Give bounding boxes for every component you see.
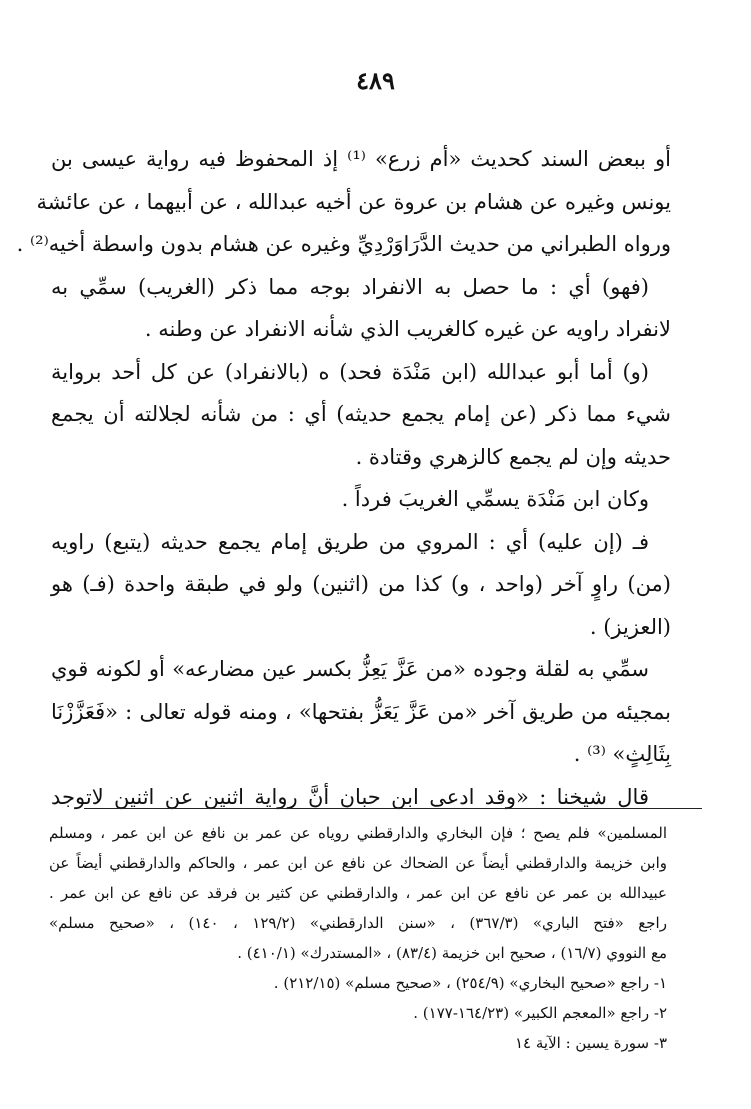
main-text-line: يونس وغيره عن هشام بن عروة عن أخيه عبدالله ، عن أبيهما ، عن عائشة — [36, 189, 671, 214]
footnote-line: المسلمين» فلم يصح ؛ فإن البخاري والدارقطني روياه عن عمر بن نافع عن ابن عمر ، ومسلم — [49, 824, 667, 842]
main-text-line: فـ (إن عليه) أي : المروي من طريق إمام يجمع حديثه (يتبع) راويه — [51, 529, 649, 554]
main-text-line: لانفراد راويه عن غيره كالغريب الذي شأنه الانفراد عن وطنه . — [144, 317, 671, 341]
footnote-line: وابن خزيمة والدارقطني أيضاً عن الضحاك عن نافع عن ابن عمر ، والحاكم والدارقطني أيضاً عن — [49, 854, 667, 872]
main-text-line: (فهو) أي : ما حصل به الانفراد بوجه مما ذكر (الغريب) سمِّي به — [51, 274, 649, 299]
main-text-line: بِثَالِثٍ» ⁽³⁾ . — [573, 742, 671, 766]
footnote-line: مع النووي (١٦/٧) ، صحيح ابن خزيمة (٨٣/٤) ، «المستدرك» (٤١٠/١) . — [237, 944, 667, 962]
page-number: ٤٨٩ — [356, 66, 395, 95]
main-text-line: بمجيئه من طريق آخر «من عَزَّ يَعَزُّ بفتحها» ، ومنه قوله تعالى : «فَعَزَّزْنَا — [51, 699, 671, 724]
footnote-line: ٢- راجع «المعجم الكبير» (١٦٤/٢٣-١٧٧) . — [413, 1004, 667, 1022]
main-text-line: أو ببعض السند كحديث «أم زرع» ⁽¹⁾ إذ المحفوظ فيه رواية عيسى بن — [51, 147, 671, 171]
footnote-line: عبيدالله بن عمر عن نافع عن ابن عمر ، والدارقطني عن كثير بن فرقد عن نافع عن ابن عمر . — [49, 884, 667, 902]
main-text-line: قال شيخنا : «وقد ادعى ابن حبان أنَّ رواية اثنين عن اثنين لاتوجد — [51, 784, 649, 809]
footnote-line: راجع «فتح الباري» (٣٦٧/٣) ، «سنن الدارقطني» (١٢٩/٢ ، ١٤٠) ، «صحيح مسلم» — [49, 914, 667, 932]
main-text-line: (العزيز) . — [589, 614, 671, 639]
footnote-line: ٣- سورة يسين : الآية ١٤ — [514, 1034, 667, 1052]
footnote-line: ١- راجع «صحيح البخاري» (٢٥٤/٩) ، «صحيح مسلم» (٢١٢/١٥) . — [273, 974, 667, 992]
main-text — [16, 138, 671, 818]
footnote-divider — [84, 808, 702, 809]
main-text-line: وكان ابن مَنْدَة يسمِّي الغريبَ فرداً . — [341, 487, 649, 511]
footnotes — [49, 818, 667, 1058]
main-text-line: سمِّي به لقلة وجوده «من عَزَّ يَعِزُّ بكسر عين مضارعه» أو لكونه قوي — [51, 657, 649, 681]
main-text-line: ورواه الطبراني من حديث الدَّرَاوَرْدِيِّ وغيره عن هشام بدون واسطة أخيه⁽²⁾ . — [16, 232, 671, 256]
main-text-line: (و) أما أبو عبدالله (ابن مَنْدَة فحد) ه (بالانفراد) عن كل أحد برواية — [51, 359, 649, 384]
main-text-line: شيء مما ذكر (عن إمام يجمع حديثه) أي : من شأنه لجلالته أن يجمع — [51, 402, 671, 426]
main-text-line: حديثه وإن لم يجمع كالزهري وقتادة . — [355, 444, 671, 469]
main-text-line: (من) راوٍ آخر (واحد ، و) كذا من (اثنين) ولو في طبقة واحدة (فـ) هو — [51, 572, 671, 596]
